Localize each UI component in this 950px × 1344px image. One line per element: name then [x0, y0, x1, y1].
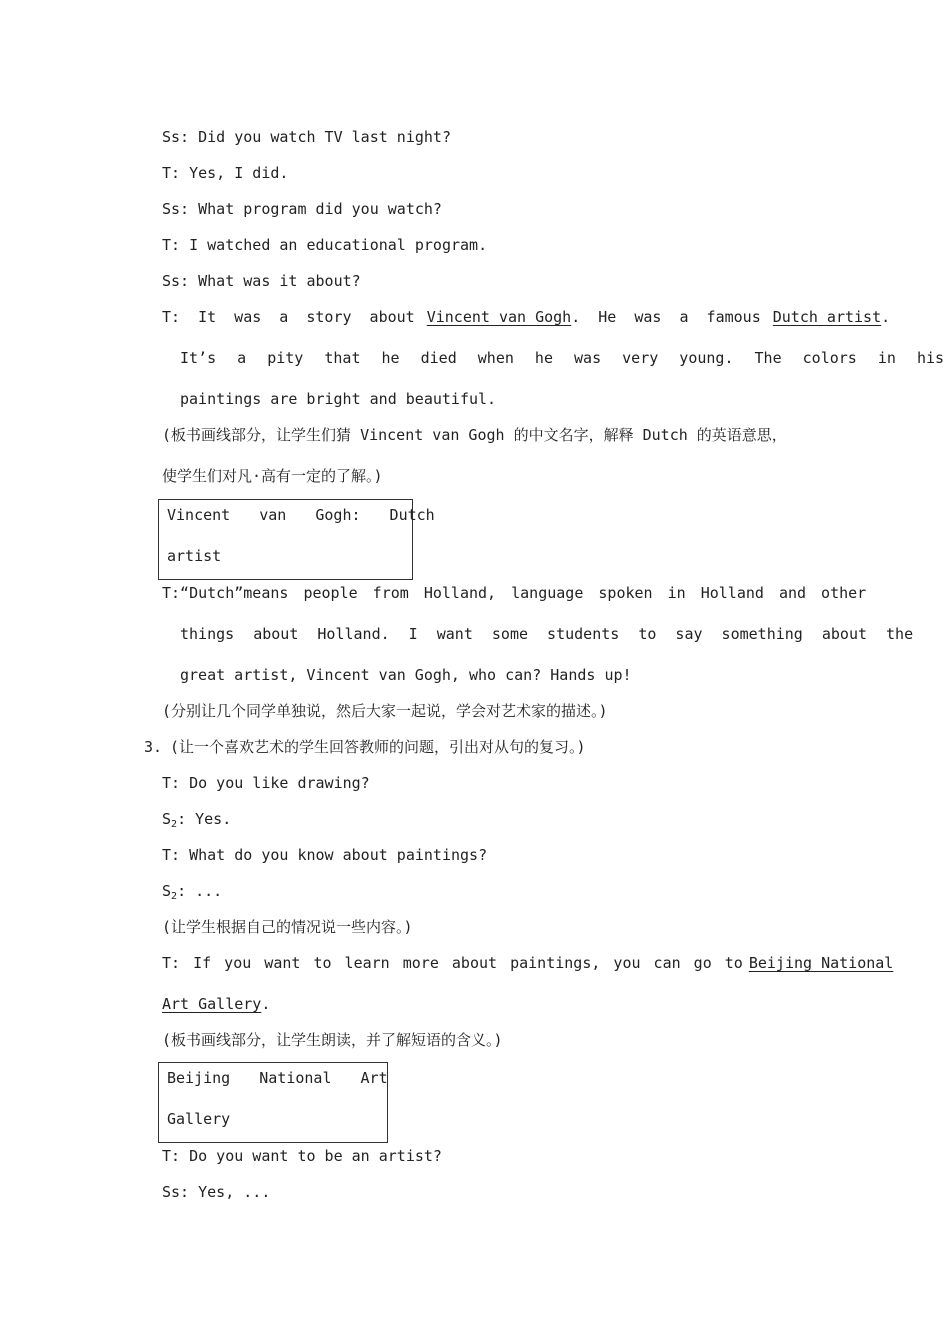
- dialogue-line: [162, 809, 231, 835]
- teaching-note: 使学生们对凡·高有一定的了解。): [162, 467, 383, 485]
- dialogue-line: [162, 881, 222, 907]
- board-text: Gallery: [167, 1110, 231, 1128]
- dialogue-line-cont: paintings are bright and beautiful.: [180, 390, 497, 408]
- dialogue-line: T: I watched an educational program.: [162, 236, 488, 254]
- speaker-label: S: [162, 882, 172, 900]
- text-segment: T: It was a story about: [162, 308, 415, 326]
- dialogue-line: T: Do you want to be an artist?: [162, 1147, 442, 1165]
- step-number: 3.: [144, 738, 163, 756]
- speaker-subscript: 2: [171, 819, 178, 830]
- dialogue-line: Ss: Did you watch TV last night?: [162, 128, 451, 146]
- teaching-note: (分别让几个同学单独说，然后大家一起说，学会对艺术家的描述。): [162, 702, 608, 720]
- underlined-term: Vincent van Gogh: [426, 308, 572, 326]
- dialogue-line: T:“Dutch”means people from Holland, language spoken in Holland and other: [162, 584, 867, 602]
- board-text: artist: [167, 547, 222, 565]
- teaching-note: (板书画线部分，让学生们猜 Vincent van Gogh 的中文名字，解释 Dutch 的英语意思，: [162, 426, 787, 444]
- dialogue-line: Ss: What program did you watch?: [162, 200, 442, 218]
- text-segment: : ...: [177, 882, 223, 900]
- dialogue-line: T: What do you know about paintings?: [162, 846, 488, 864]
- text-segment: T: If you want to learn more about paintings, you can go to: [162, 954, 743, 972]
- text-segment: : Yes.: [177, 810, 232, 828]
- text-segment: . He was a famous: [571, 308, 761, 326]
- underlined-term: Beijing National: [748, 954, 894, 972]
- step-instruction: (让一个喜欢艺术的学生回答教师的问题，引出对从句的复习。): [170, 738, 586, 756]
- dialogue-line: T: Yes, I did.: [162, 164, 289, 182]
- teaching-note: (让学生根据自己的情况说一些内容。): [162, 918, 413, 936]
- underlined-term: Dutch artist: [772, 308, 882, 326]
- teacher-gallery-line-cont: [162, 994, 270, 1014]
- speaker-subscript: 2: [171, 891, 178, 902]
- dialogue-line: Ss: Yes, ...: [162, 1183, 271, 1201]
- underlined-term: Art Gallery: [162, 995, 262, 1013]
- dialogue-line: T: Do you like drawing?: [162, 774, 370, 792]
- dialogue-line-cont: things about Holland. I want some students to say something about the: [180, 625, 914, 643]
- board-text: Vincent van Gogh: Dutch: [167, 506, 435, 524]
- dialogue-line-cont: It’s a pity that he died when he was very young. The colors in his: [180, 349, 945, 367]
- board-text: Beijing National Art: [167, 1069, 388, 1087]
- teaching-note: (板书画线部分，让学生朗读，并了解短语的含义。): [162, 1031, 503, 1049]
- text-segment: .: [881, 308, 891, 326]
- text-segment: .: [261, 995, 271, 1013]
- speaker-label: S: [162, 810, 172, 828]
- board-box: [158, 1062, 388, 1143]
- teacher-vangogh-line: [162, 307, 891, 327]
- dialogue-line: Ss: What was it about?: [162, 272, 361, 290]
- teacher-gallery-line: [162, 953, 894, 973]
- dialogue-line-cont: great artist, Vincent van Gogh, who can? Hands up!: [180, 666, 632, 684]
- board-box: [158, 499, 435, 580]
